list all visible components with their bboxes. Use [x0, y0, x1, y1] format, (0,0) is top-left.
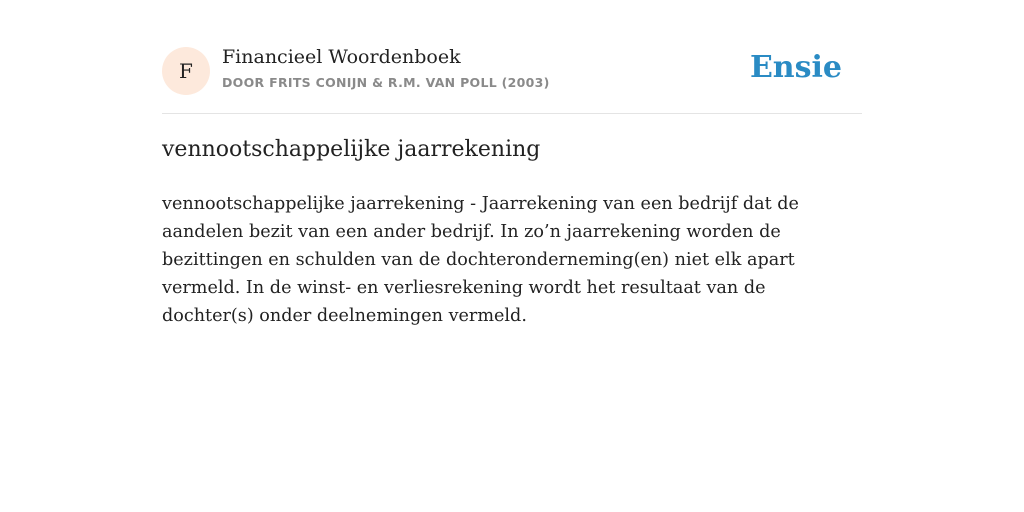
source-avatar: F	[162, 47, 210, 95]
entry-term: vennootschappelijke jaarrekening	[162, 137, 541, 162]
source-header	[162, 46, 862, 96]
source-byline: DOOR FRITS CONIJN & R.M. VAN POLL (2003)	[222, 75, 550, 90]
ensie-logo[interactable]: Ensie	[749, 50, 842, 85]
entry-definition: vennootschappelijke jaarrekening - Jaarrekening van een bedrijf dat de aandelen bezit van een ander bedrijf. In zo’n jaarrekening worden de bezittingen en schulden van de dochteronderneming(en) niet elk apart vermeld. In de winst- en verliesrekening wordt het resultaat van de dochter(s) onder deelnemingen vermeld.	[162, 194, 799, 326]
source-title[interactable]: Financieel Woordenboek	[222, 46, 461, 68]
header-divider	[162, 113, 862, 114]
